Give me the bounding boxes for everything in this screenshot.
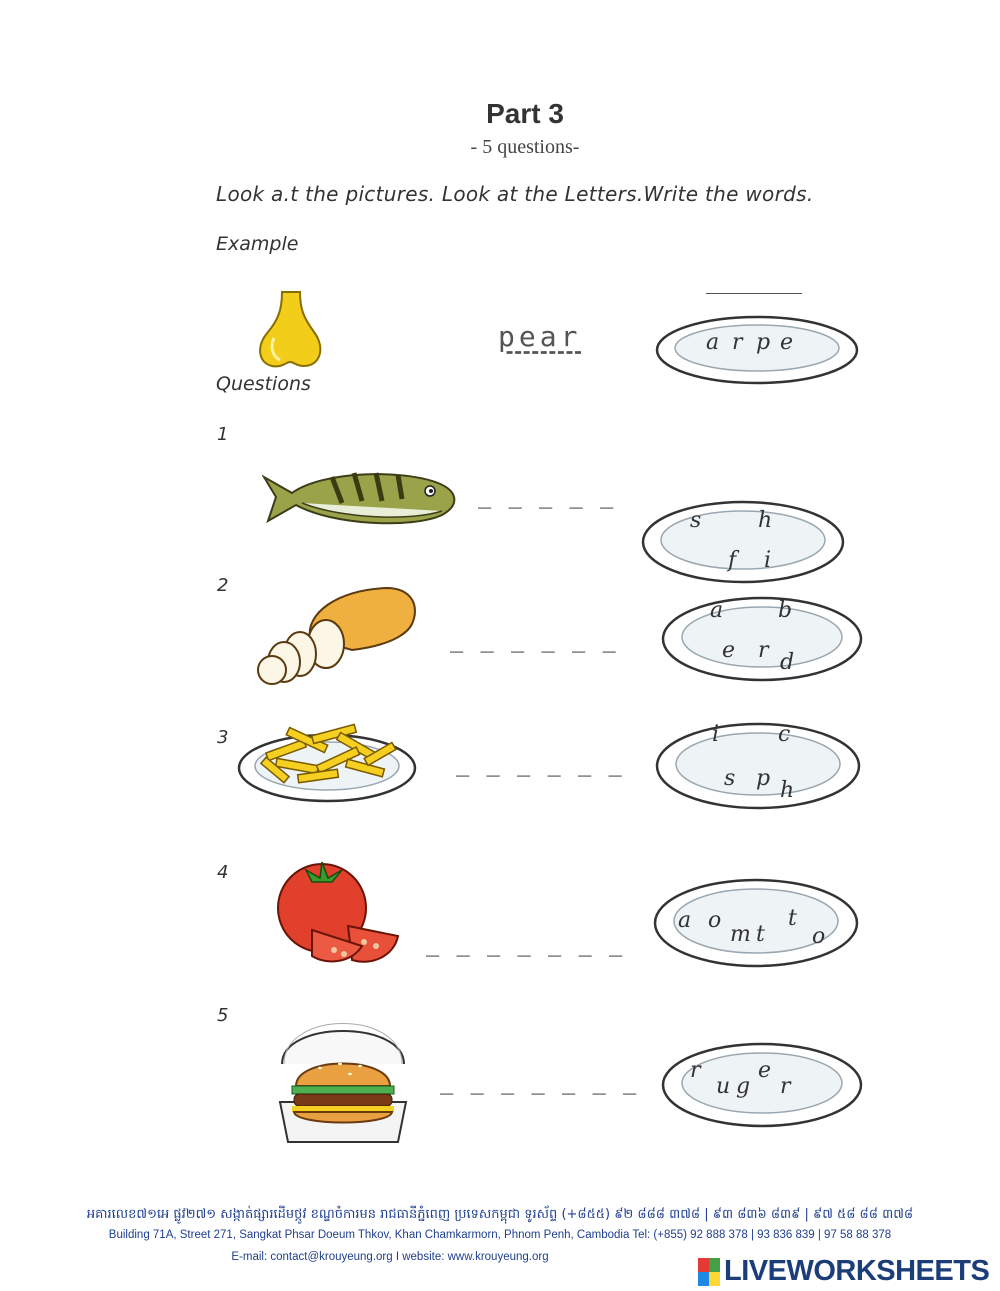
plate-letter: r [732, 330, 743, 355]
bread-icon [256, 584, 420, 686]
plate-letter: e [722, 638, 736, 663]
footer-address: Building 71A, Street 271, Sangkat Phsar Doeum Thkov, Khan Chamkarmorn, Phnom Penh, Cambodia Tel: (+855) 92 888 378 | 93 836 839 | 97 58 88 378 [108, 1229, 892, 1241]
letter-plate [660, 594, 864, 684]
question-number: 3 [217, 727, 229, 748]
plate-letter: a [678, 908, 692, 933]
plate-letter: r [780, 1074, 791, 1099]
footer-contact: E-mail: contact@krouyeung.org I website: www.krouyeung.org [231, 1251, 549, 1263]
plate-letter: t [756, 922, 765, 947]
plate-letter: a [710, 598, 724, 623]
example-answer: pear [498, 320, 582, 353]
plate-letter: h [780, 778, 795, 803]
example-plate [654, 314, 860, 386]
question-number: 1 [217, 424, 229, 445]
plate-letter: p [756, 330, 771, 355]
plate-letter: u [716, 1074, 731, 1099]
plate-letter: s [724, 766, 736, 791]
letter-plate [640, 498, 846, 586]
letter-plate [660, 1040, 864, 1130]
answer-blank[interactable]: _ _ _ _ _ _ _ [426, 932, 625, 957]
plate-letter: o [812, 924, 826, 949]
letter-plate [652, 876, 860, 970]
plate-letter: d [780, 650, 795, 675]
plate-letter: h [758, 508, 773, 533]
instruction-text: Look a.t the pictures. Look at the Letters.Write the words. [216, 182, 814, 206]
answer-blank[interactable]: _ _ _ _ _ _ [450, 628, 618, 653]
plate-icon [660, 1040, 864, 1130]
plate-letter: i [712, 722, 720, 747]
plate-letter: a [706, 330, 720, 355]
plate-letter: o [708, 908, 722, 933]
plate-letter: r [758, 638, 769, 663]
letter-plate [654, 720, 862, 812]
page-title: Part 3 [486, 98, 564, 129]
answer-blank[interactable]: _ _ _ _ _ _ _ [440, 1070, 639, 1095]
liveworksheets-wordmark: LIVEWORKSHEETS [724, 1255, 990, 1287]
answer-blank[interactable]: _ _ _ _ _ _ [456, 752, 624, 777]
plate-letter: t [788, 906, 797, 931]
page-subtitle: - 5 questions- [470, 136, 580, 158]
plate-letter: m [730, 922, 751, 947]
plate-letter: c [778, 722, 791, 747]
liveworksheets-badge-icon [698, 1258, 720, 1286]
chips-icon [236, 716, 418, 804]
answer-blank[interactable]: _ _ _ _ _ [478, 484, 616, 509]
plate-letter: s [690, 508, 702, 533]
example-answer-line [706, 293, 802, 294]
plate-letter: g [736, 1074, 751, 1099]
plate-letter: e [758, 1058, 772, 1083]
example-label: Example [216, 233, 299, 255]
fish-icon [262, 463, 464, 531]
questions-label: Questions [216, 373, 311, 395]
plate-letter: e [780, 330, 794, 355]
plate-letter: p [756, 766, 771, 791]
pear-icon [252, 288, 332, 370]
liveworksheets-logo [698, 1255, 989, 1288]
footer-khmer-address: អគារលេខ៧១អេ ផ្លូវ២៧១ សង្កាត់ផ្សារដើមថ្កូវ ខណ្ឌចំការមន រាជធានីភ្នំពេញ ប្រទេសកម្ពុជា ទូរស័ព្ទ (+៨៥៥) ៩២ ៨៨៨ ៣៧៨ | ៩៣ ៨៣៦ ៨៣៩ | ៩៧ ៥៨ ៨៨ ៣៧៨ [86, 1207, 914, 1222]
plate-letter: b [778, 598, 793, 623]
plate-letter: i [764, 548, 772, 573]
plate-icon [640, 498, 846, 586]
question-number: 2 [217, 575, 229, 596]
plate-letter: f [728, 548, 737, 573]
question-number: 5 [217, 1005, 229, 1026]
question-number: 4 [217, 862, 229, 883]
tomato-icon [272, 856, 402, 968]
burger-icon [270, 1002, 416, 1150]
plate-letter: r [690, 1058, 701, 1083]
